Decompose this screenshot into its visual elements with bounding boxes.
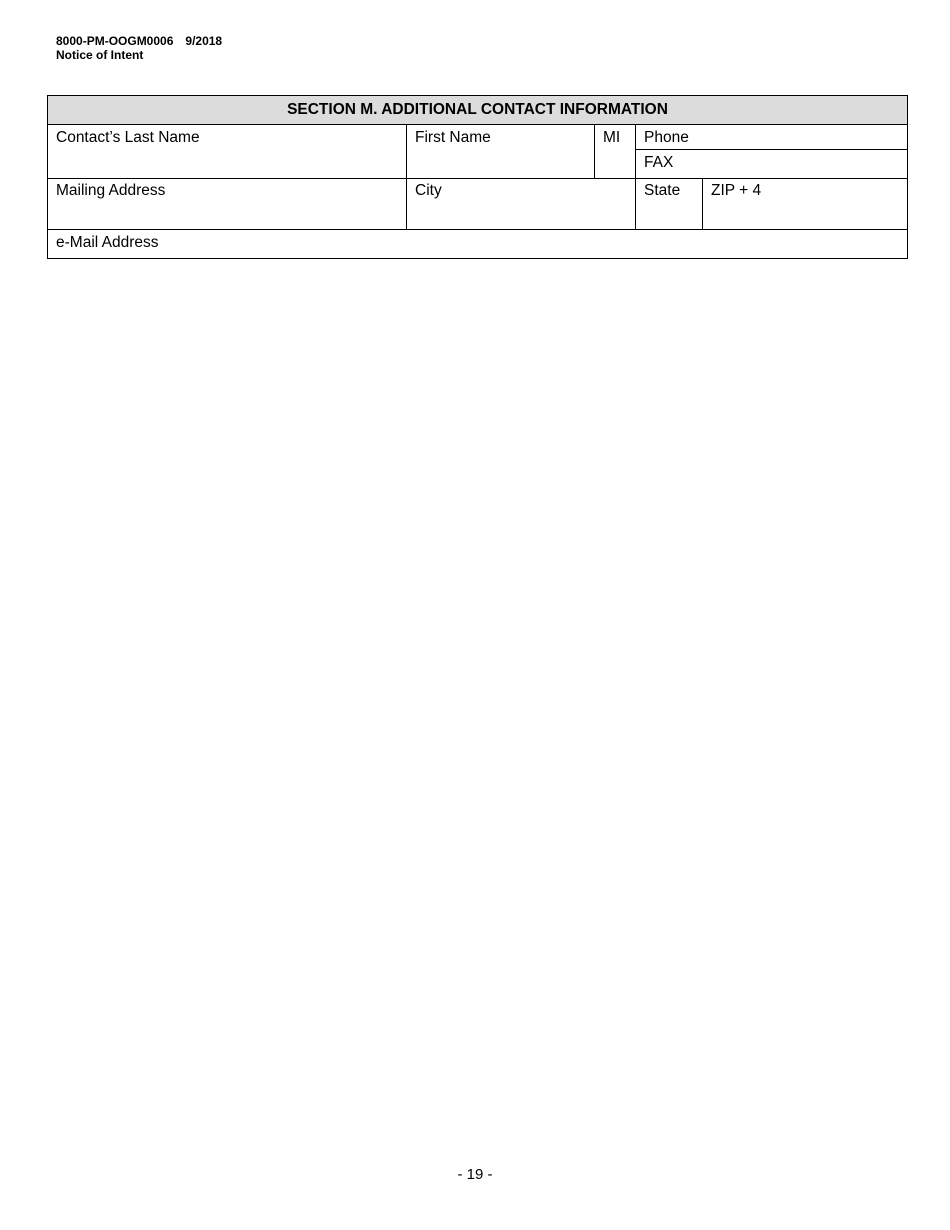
fax-field[interactable] [636, 150, 908, 179]
page-number: - 19 - [457, 1166, 493, 1183]
contact-information-table [47, 95, 908, 259]
state-field[interactable] [636, 179, 703, 230]
zip-label: ZIP + 4 [711, 182, 762, 199]
form-header-line-1 [56, 34, 222, 48]
last-name-field[interactable] [48, 125, 407, 179]
city-label: City [415, 182, 442, 199]
last-name-label: Contact’s Last Name [56, 129, 200, 146]
phone-field[interactable] [636, 125, 908, 150]
mailing-address-field[interactable] [48, 179, 407, 230]
middle-initial-field[interactable] [595, 125, 636, 179]
zip-field[interactable] [703, 179, 908, 230]
document-title: Notice of Intent [56, 48, 144, 62]
middle-initial-label: MI [603, 129, 621, 146]
form-date: 9/2018 [185, 34, 223, 48]
first-name-field[interactable] [407, 125, 595, 179]
phone-label: Phone [644, 129, 689, 146]
email-label: e-Mail Address [56, 234, 159, 251]
city-field[interactable] [407, 179, 636, 230]
mailing-address-label: Mailing Address [56, 182, 166, 199]
form-header [56, 34, 222, 62]
email-field[interactable] [48, 230, 908, 259]
state-label: State [644, 182, 681, 199]
form-id: 8000-PM-OOGM0006 [56, 34, 174, 48]
section-title: SECTION M. ADDITIONAL CONTACT INFORMATION [48, 96, 908, 125]
fax-label: FAX [644, 154, 674, 171]
first-name-label: First Name [415, 129, 491, 146]
